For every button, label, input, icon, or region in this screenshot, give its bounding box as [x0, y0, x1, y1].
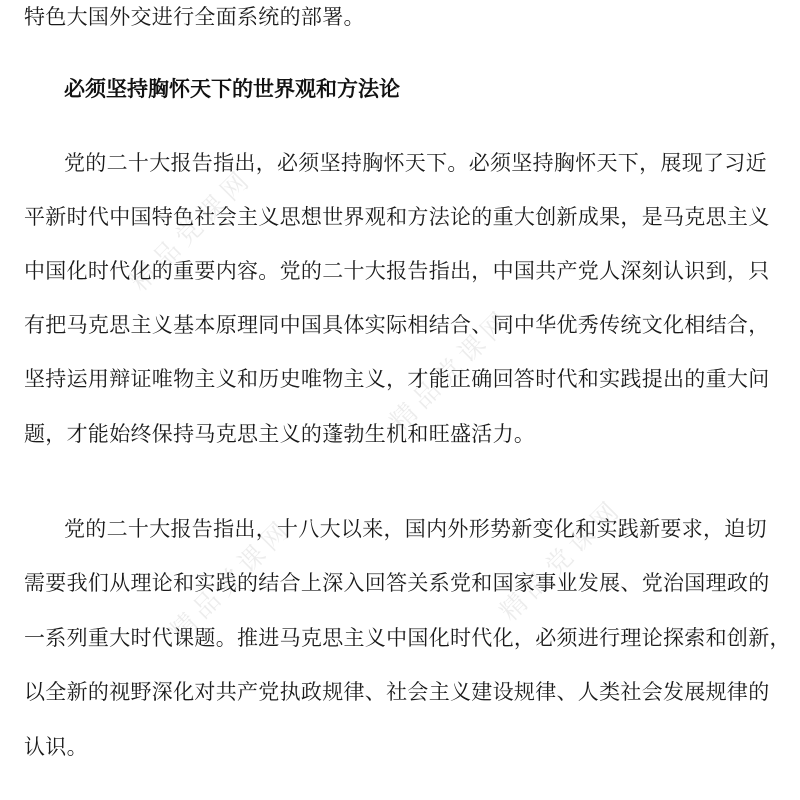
paragraph2-line: 认识。: [24, 735, 88, 759]
watermark: 精品党课网: [164, 513, 299, 648]
paragraph1-line: 题，才能始终保持马克思主义的蓬勃生机和旺盛活力。: [24, 422, 536, 446]
section-heading: 必须坚持胸怀天下的世界观和方法论: [64, 77, 400, 101]
watermark: 精品党课网: [384, 303, 519, 438]
paragraph2-line: 以全新的视野深化对共产党执政规律、社会主义建设规律、人类社会发展规律的: [24, 680, 770, 704]
paragraph1-line: 中国化时代化的重要内容。党的二十大报告指出，中国共产党人深刻认识到，只: [24, 259, 770, 283]
paragraph1-line: 平新时代中国特色社会主义思想世界观和方法论的重大创新成果，是马克思主义: [24, 205, 770, 229]
paragraph1-line: 坚持运用辩证唯物主义和历史唯物主义，才能正确回答时代和实践提出的重大问: [24, 367, 770, 391]
intro-line: 特色大国外交进行全面系统的部署。: [24, 5, 365, 29]
paragraph1-line: 有把马克思主义基本原理同中国具体实际相结合、同中华优秀传统文化相结合，: [24, 313, 770, 337]
paragraph2-line: 一系列重大时代课题。推进马克思主义中国化时代化，必须进行理论探索和创新，: [24, 626, 791, 650]
paragraph2-line: 需要我们从理论和实践的结合上深入回答关系党和国家事业发展、党治国理政的: [24, 571, 770, 595]
watermark: 精品党课网: [494, 493, 629, 628]
paragraph1-line: 党的二十大报告指出，必须坚持胸怀天下。必须坚持胸怀天下，展现了习近: [64, 151, 767, 175]
paragraph2-line: 党的二十大报告指出，十八大以来，国内外形势新变化和实践新要求，迫切: [64, 517, 767, 541]
watermark: 精品党课网: [124, 163, 259, 298]
